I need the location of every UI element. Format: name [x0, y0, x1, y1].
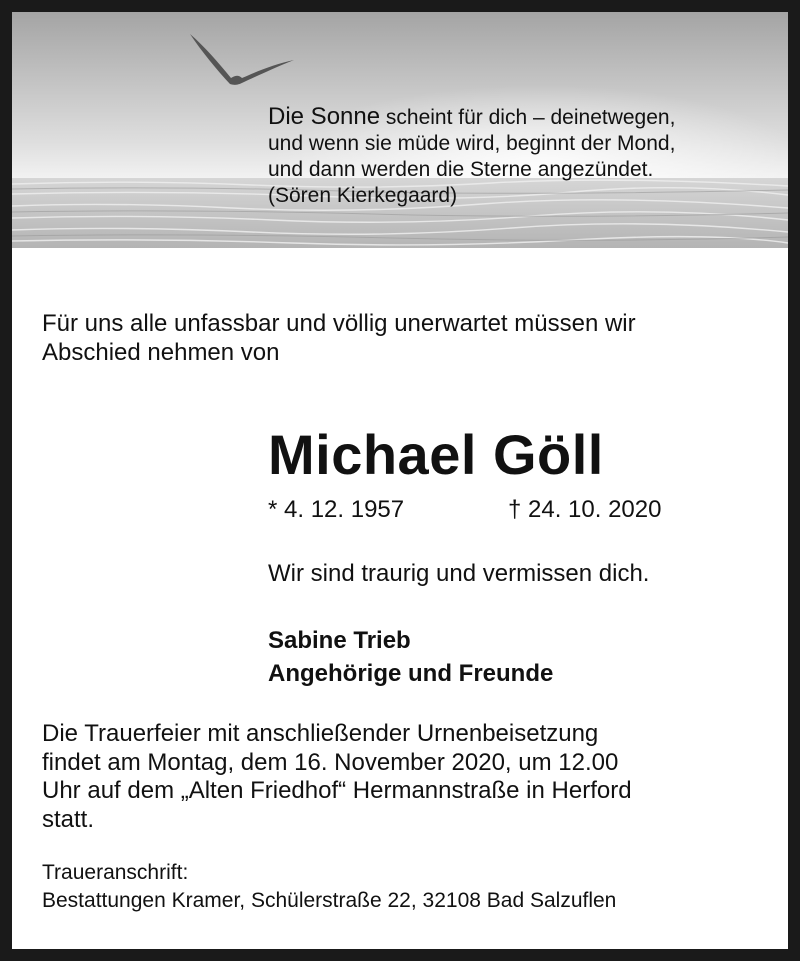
condolence-message: Wir sind traurig und vermissen dich. [268, 560, 650, 587]
mourner-name: Sabine Trieb [268, 627, 411, 654]
intro-text [42, 309, 636, 367]
funeral-line-2: findet am Montag, dem 16. November 2020, um 12.00 [42, 748, 619, 776]
sea-photo-banner [12, 12, 788, 248]
deceased-name: Michael Göll [268, 423, 604, 486]
quote-author: (Sören Kierkegaard) [268, 184, 458, 207]
quote-line-1-rest: scheint für dich – deinetwegen, [380, 106, 676, 129]
quote-line-1 [268, 104, 675, 131]
funeral-line-3: Uhr auf dem „Alten Friedhof“ Hermannstraße in Herford [42, 777, 632, 804]
quote-block [268, 104, 675, 209]
intro-line-1: Für uns alle unfassbar und völlig unerwartet müssen wir [42, 310, 636, 337]
funeral-line-1: Die Trauerfeier mit anschließender Urnenbeisetzung [42, 720, 599, 747]
death-date: † 24. 10. 2020 [508, 496, 662, 523]
mourners-block [268, 624, 553, 690]
quote-line-2: und wenn sie müde wird, beginnt der Mond, [268, 132, 676, 155]
mourner-group: Angehörige und Freunde [268, 660, 554, 687]
mourning-address [42, 859, 616, 915]
quote-line-3: und dann werden die Sterne angezündet. [268, 158, 654, 181]
address-text: Bestattungen Kramer, Schülerstraße 22, 32108 Bad Salzuflen [42, 889, 617, 912]
address-label: Traueranschrift: [42, 861, 189, 884]
birth-date: * 4. 12. 1957 [268, 496, 405, 523]
funeral-line-4: statt. [42, 805, 95, 833]
intro-line-2: Abschied nehmen von [42, 339, 280, 366]
quote-lead: Die Sonne [268, 103, 381, 130]
funeral-info [42, 720, 632, 834]
